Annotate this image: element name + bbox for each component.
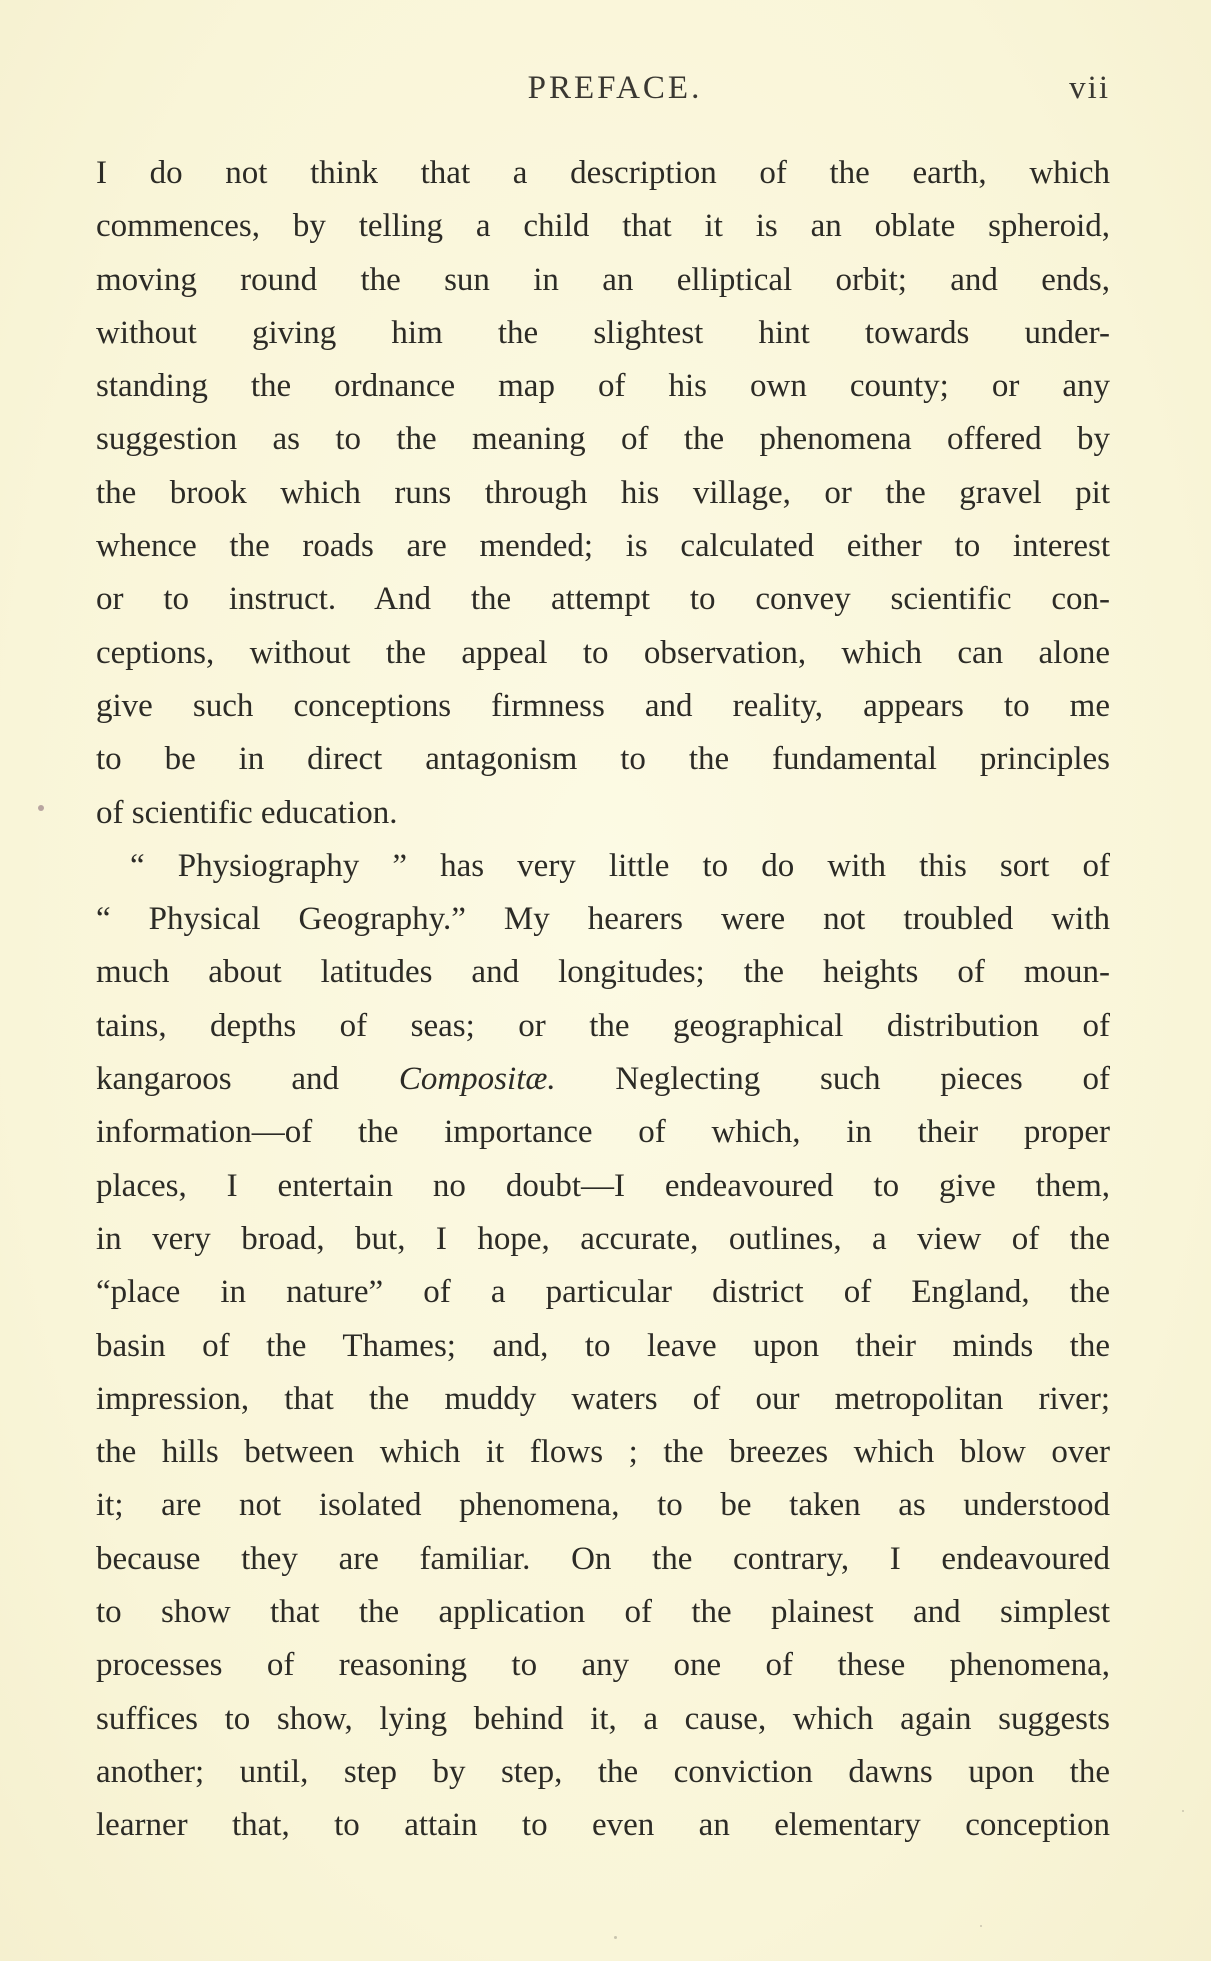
text-line: impression, that the muddy waters of our metropolitan river; [96,1380,1110,1417]
margin-mark [38,805,44,811]
body-text [96,147,1110,1853]
running-title: PREFACE. [527,70,703,106]
text-run: kangaroos and [96,1061,399,1098]
text-line: whence the roads are mended; is calculated either to interest [96,528,1110,565]
page-header [96,70,1110,116]
text-run: Neglecting such pieces of [555,1061,1110,1098]
text-line: places, I entertain no doubt—I endeavoured to give them, [96,1167,1110,1204]
text-line: to show that the application of the plainest and simplest [96,1594,1110,1631]
text-line: because they are familiar. On the contrary, I endeavoured [96,1540,1110,1577]
text-line: “ Physical Geography.” My hearers were not troubled with [96,901,1110,938]
text-line: suggestion as to the meaning of the phenomena offered by [96,421,1110,458]
text-line: the brook which runs through his village, or the gravel pit [96,474,1110,511]
text-line: commences, by telling a child that it is an oblate spheroid, [96,208,1110,245]
text-line: “ Physiography ” has very little to do with this sort of [130,847,1110,884]
text-line: of scientific education. [96,794,398,831]
text-line: learner that, to attain to even an elementary conception [96,1807,1110,1844]
paragraph [96,147,1110,840]
text-line: to be in direct antagonism to the fundamental principles [96,741,1110,778]
text-line: I do not think that a description of the earth, which [96,155,1110,191]
text-line: “place in nature” of a particular district of England, the [96,1274,1110,1311]
text-line: or to instruct. And the attempt to convey scientific con- [96,581,1110,618]
text-line: the hills between which it flows ; the breezes which blow over [96,1434,1110,1471]
text-line: ceptions, without the appeal to observation, which can alone [96,634,1110,671]
text-line: standing the ordnance map of his own county; or any [96,368,1110,405]
paper-speck [980,1925,982,1927]
text-line: suffices to show, lying behind it, a cause, which again suggests [96,1700,1110,1737]
text-line: tains, depths of seas; or the geographical distribution of [96,1007,1110,1044]
paper-speck [1182,1810,1184,1812]
italic-term: Compositæ. [398,1061,556,1098]
text-line: much about latitudes and longitudes; the heights of moun- [96,954,1110,991]
text-line: basin of the Thames; and, to leave upon their minds the [96,1327,1110,1364]
text-line: moving round the sun in an elliptical orbit; and ends, [96,261,1110,298]
paragraph [96,840,1110,1853]
text-line: information—of the importance of which, in their proper [96,1114,1110,1151]
text-line: give such conceptions firmness and reality, appears to me [96,687,1110,724]
text-line: processes of reasoning to any one of these phenomena, [96,1647,1110,1684]
text-line-with-italic [96,1053,1110,1106]
text-line: another; until, step by step, the conviction dawns upon the [96,1753,1110,1790]
text-line: it; are not isolated phenomena, to be taken as understood [96,1487,1110,1524]
page-number: vii [1069,70,1110,106]
text-line: in very broad, but, I hope, accurate, outlines, a view of the [96,1220,1110,1257]
paper-speck [614,1936,617,1939]
text-line: without giving him the slightest hint towards under- [96,314,1110,351]
